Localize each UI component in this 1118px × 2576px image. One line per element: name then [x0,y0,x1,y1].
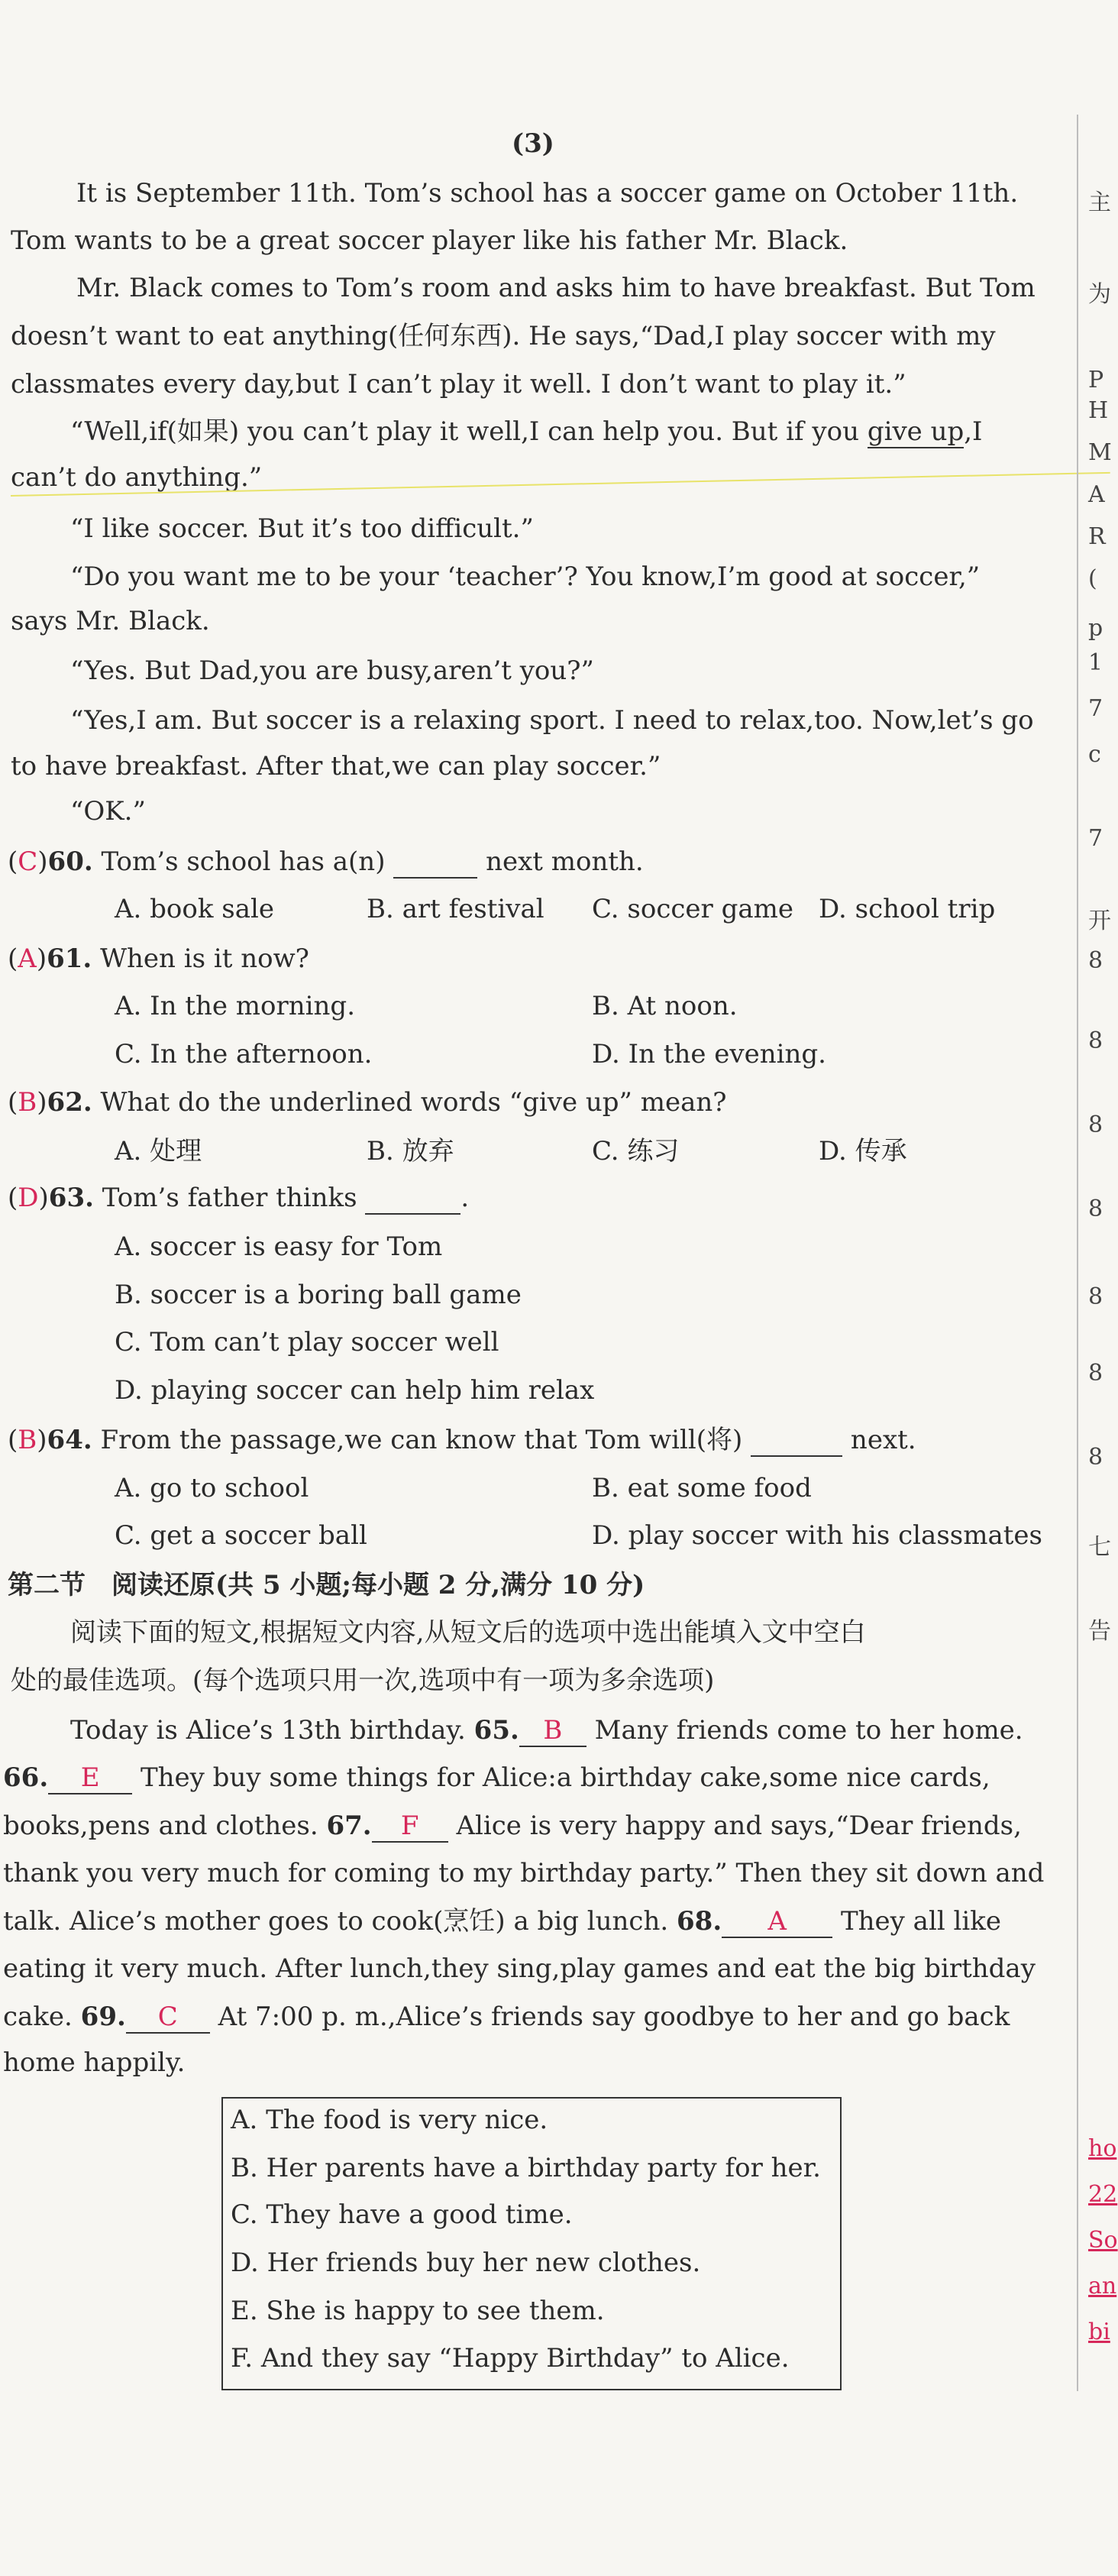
answer-61: A [18,943,37,974]
option-d[interactable]: D. Her friends buy her new clothes. [231,2248,701,2278]
option-e[interactable]: E. She is happy to see them. [231,2296,605,2326]
question-60-text: Tom’s school has a(n) [101,846,386,877]
q60-option-d[interactable]: D. school trip [819,894,996,924]
passage-p3-line1 [70,416,983,447]
answer-68: A [767,1906,787,1937]
option-c[interactable]: C. They have a good time. [231,2199,573,2230]
section2-text-line7 [3,2002,1010,2034]
passage-p3-line2: can’t do anything.” [11,462,263,493]
passage-p3-text: “Well,if(如果) you can’t play it well,I can help you. But if you [70,416,868,447]
section2-text-line3 [3,1811,1022,1843]
gutter-char: 主 [1088,189,1111,216]
question-60: (C)60. Tom’s school has a(n) next month. [8,846,644,877]
question-63-blank[interactable] [365,1183,460,1215]
q60-option-c[interactable]: C. soccer game [592,894,793,924]
q62-option-d[interactable]: D. 传承 [819,1136,907,1167]
text-line7b: At 7:00 p. m.,Alice’s friends say goodbye to her and go back [218,2002,1010,2032]
section2-text-line6: eating it very much. After lunch,they sing,play games and eat the big birthday [3,1953,1036,1984]
q61-option-a[interactable]: A. In the morning. [115,991,355,1021]
section-number: (3) [512,128,554,159]
text-line5b: They all like [840,1906,1001,1937]
section2-text-line2 [3,1762,990,1794]
blank-67[interactable] [372,1811,448,1843]
option-a[interactable]: A. The food is very nice. [231,2105,548,2135]
question-number-64: 64. [47,1425,92,1455]
gutter-char: 7 [1088,695,1103,722]
gutter-char: 开 [1088,908,1111,934]
q63-option-a[interactable]: A. soccer is easy for Tom [115,1231,443,1262]
q64-option-d[interactable]: D. play soccer with his classmates [592,1520,1042,1551]
text-line2b: They buy some things for Alice:a birthday cake,some nice cards, [140,1762,990,1793]
q61-option-d[interactable]: D. In the evening. [592,1039,826,1070]
gutter-char: 8 [1088,1360,1103,1387]
gutter-char: 8 [1088,947,1103,974]
question-61-text: When is it now? [100,943,309,974]
section2-text-line5 [3,1906,1001,1938]
blank-65[interactable] [519,1715,586,1747]
answer-62: B [18,1087,37,1118]
passage-p3-end: ,I [964,416,983,447]
section2-instructions-line2: 处的最佳选项。(每个选项只用一次,选项中有一项为多余选项) [11,1665,715,1696]
gutter-pink-text: So [1088,2227,1118,2254]
text-line5a: talk. Alice’s mother goes to cook(烹饪) a big lunch. [3,1906,669,1937]
gutter-char: 8 [1088,1283,1103,1310]
answer-64: B [18,1425,37,1455]
passage-p2-line2: doesn’t want to eat anything(任何东西). He says,“Dad,I play soccer with my [11,321,996,351]
text-line7a: cake. [3,2002,73,2032]
passage-p6: “Yes. But Dad,you are busy,aren’t you?” [70,655,594,686]
passage-p7-line1: “Yes,I am. But soccer is a relaxing sport. I need to relax,too. Now,let’s go [70,705,1034,736]
question-60-text-after: next month. [486,846,644,877]
gutter-pink-text: 22 [1088,2181,1118,2208]
gutter-pink-text: an [1088,2273,1117,2299]
question-63-text: Tom’s father thinks [102,1183,357,1213]
q60-option-a[interactable]: A. book sale [115,894,274,924]
gutter-char: 8 [1088,1112,1103,1138]
q62-option-a[interactable]: A. 处理 [115,1136,202,1167]
answer-60: C [18,846,38,877]
text-line1b: Many friends come to her home. [594,1715,1023,1746]
gutter-pink-text: bi [1088,2319,1110,2345]
q60-option-b[interactable]: B. art festival [367,894,544,924]
gutter-char: 8 [1088,1027,1103,1054]
passage-p2-line1: Mr. Black comes to Tom’s room and asks him to have breakfast. But Tom [76,273,1036,303]
q61-option-c[interactable]: C. In the afternoon. [115,1039,373,1070]
question-number-62: 62. [47,1087,92,1118]
section2-text-line4: thank you very much for coming to my birthday party.” Then they sit down and [3,1858,1045,1888]
question-number-63: 63. [48,1183,94,1213]
gutter-char: R [1088,523,1106,550]
gutter-char: H [1088,397,1109,424]
passage-p1-line2: Tom wants to be a great soccer player like his father Mr. Black. [11,225,848,256]
underlined-give-up: give up [867,416,965,447]
gutter-char: P [1088,367,1104,393]
blank-66[interactable] [48,1762,132,1794]
section2-text-line1 [70,1715,1023,1747]
passage-p5-line1: “Do you want me to be your ‘teacher’? You know,I’m good at soccer,” [70,561,981,592]
question-62: (B)62. What do the underlined words “give up” mean? [8,1087,727,1118]
section2-text-line8: home happily. [3,2047,186,2078]
question-61: (A)61. When is it now? [8,943,309,974]
answer-65: B [543,1715,563,1746]
question-number-61: 61. [47,943,92,974]
gutter-char: A [1088,481,1105,508]
blank-number-66: 66. [3,1762,49,1793]
passage-p2-line3: classmates every day,but I can’t play it well. I don’t want to play it.” [11,369,906,400]
gutter-char: 8 [1088,1196,1103,1222]
q64-option-b[interactable]: B. eat some food [592,1473,812,1503]
blank-number-65: 65. [473,1715,519,1746]
section2-instructions-line1: 阅读下面的短文,根据短文内容,从短文后的选项中选出能填入文中空白 [70,1617,866,1648]
text-line1a: Today is Alice’s 13th birthday. [70,1715,466,1746]
section2-title: 第二节 阅读还原(共 5 小题;每小题 2 分,满分 10 分) [8,1570,645,1600]
q62-option-c[interactable]: C. 练习 [592,1136,680,1167]
answer-69: C [157,2002,178,2032]
blank-number-68: 68. [677,1906,722,1937]
q63-option-c[interactable]: C. Tom can’t play soccer well [115,1327,499,1358]
q61-option-b[interactable]: B. At noon. [592,991,738,1021]
gutter-char: p [1088,615,1103,642]
text-line3a: books,pens and clothes. [3,1811,318,1841]
blank-69[interactable] [126,2002,210,2034]
passage-p5-line2: says Mr. Black. [11,606,210,636]
q64-option-a[interactable]: A. go to school [115,1473,309,1503]
question-62-text: What do the underlined words “give up” mean? [100,1087,727,1118]
question-64-blank[interactable] [751,1425,842,1457]
answer-67: F [400,1811,419,1841]
gutter-char: 7 [1088,825,1103,852]
q62-option-b[interactable]: B. 放弃 [367,1136,454,1167]
option-f[interactable]: F. And they say “Happy Birthday” to Alice. [231,2343,790,2374]
passage-p8: “OK.” [70,796,146,827]
option-b[interactable]: B. Her parents have a birthday party for her. [231,2153,821,2183]
options-box [221,2097,842,2390]
blank-number-69: 69. [80,2002,126,2032]
gutter-char: 为 [1088,281,1111,308]
q64-option-c[interactable]: C. get a soccer ball [115,1520,367,1551]
question-64-text-after: next. [850,1425,916,1455]
gutter-char: M [1088,439,1112,466]
gutter-char: 七 [1088,1534,1111,1561]
q63-option-d[interactable]: D. playing soccer can help him relax [115,1375,595,1406]
question-number-60: 60. [47,846,93,877]
blank-68[interactable] [722,1906,832,1938]
gutter-char: c [1088,741,1101,768]
gutter-char: ( [1088,565,1097,592]
passage-p1-line1: It is September 11th. Tom’s school has a soccer game on October 11th. [76,178,1019,209]
gutter-char: 1 [1088,649,1103,676]
answer-63: D [18,1183,39,1213]
question-60-blank[interactable] [393,846,477,879]
gutter-char: 8 [1088,1444,1103,1471]
gutter-pink-text: ho [1088,2135,1117,2162]
gutter-char: 告 [1088,1618,1111,1645]
passage-p7-line2: to have breakfast. After that,we can play soccer.” [11,751,661,782]
answer-66: E [80,1762,100,1793]
blank-number-67: 67. [326,1811,372,1841]
q63-option-b[interactable]: B. soccer is a boring ball game [115,1280,522,1310]
question-64: (B)64. From the passage,we can know that Tom will(将) next. [8,1425,916,1455]
passage-p4: “I like soccer. But it’s too difficult.” [70,513,534,544]
page-divider [1077,115,1078,2391]
question-64-text: From the passage,we can know that Tom will(将) [100,1425,743,1455]
text-line3b: Alice is very happy and says,“Dear friends, [456,1811,1022,1841]
question-63: (D)63. Tom’s father thinks . [8,1183,470,1213]
